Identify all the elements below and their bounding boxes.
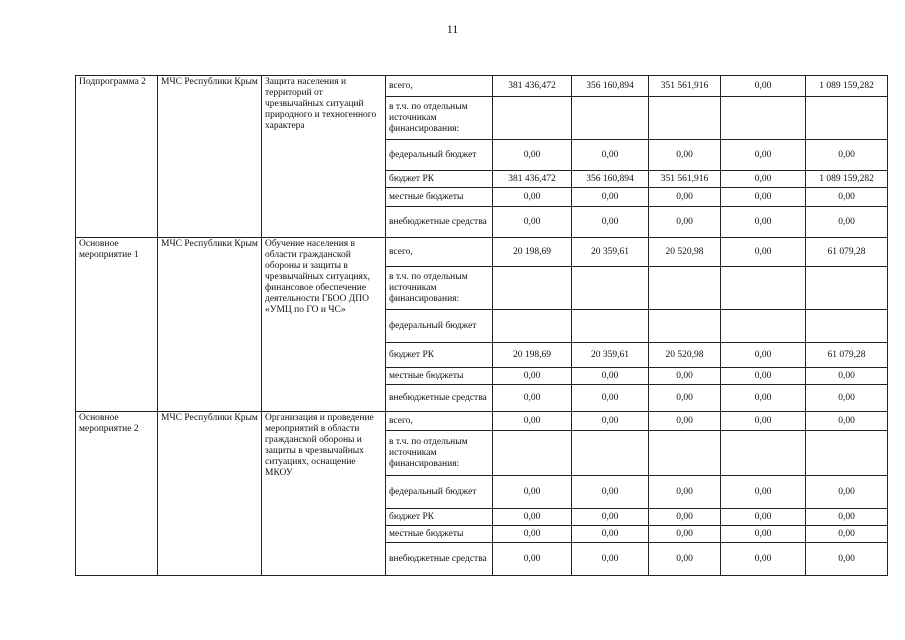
year-value-cell: 0,00 (572, 543, 649, 576)
funding-source-label: в т.ч. по отдельным источникам финансирования: (386, 267, 493, 310)
program-name: Основное мероприятие 2 (76, 412, 158, 576)
funding-source-label: бюджет РК (386, 171, 493, 188)
year-value-cell (572, 97, 649, 140)
year-value-cell (649, 267, 721, 310)
total-value-cell (806, 267, 888, 310)
funding-source-label: внебюджетные средства (386, 385, 493, 412)
year-value-cell: 381 436,472 (493, 76, 572, 97)
funding-source-label: местные бюджеты (386, 188, 493, 207)
year-value-cell: 0,00 (493, 188, 572, 207)
year-value-cell: 20 520,98 (649, 238, 721, 267)
year-value-cell: 0,00 (649, 526, 721, 543)
year-value-cell: 0,00 (493, 140, 572, 171)
year-value-cell: 381 436,472 (493, 171, 572, 188)
year-value-cell: 0,00 (649, 385, 721, 412)
year-value-cell: 351 561,916 (649, 76, 721, 97)
year-value-cell (493, 97, 572, 140)
year-value-cell: 0,00 (649, 412, 721, 431)
program-description: Организация и проведение мероприятий в области гражданской обороны и защиты в чрезвычайных ситуациях, оснащение МКОУ (262, 412, 386, 576)
funding-source-label: местные бюджеты (386, 368, 493, 385)
year-value-cell: 0,00 (493, 526, 572, 543)
year-value-cell (649, 431, 721, 476)
year-value-cell: 20 359,61 (572, 343, 649, 368)
funding-source-label: всего, (386, 412, 493, 431)
funding-source-label: всего, (386, 76, 493, 97)
total-value-cell: 0,00 (806, 509, 888, 526)
year-value-cell: 0,00 (721, 385, 806, 412)
total-value-cell: 1 089 159,282 (806, 171, 888, 188)
year-value-cell: 356 160,894 (572, 76, 649, 97)
total-value-cell: 0,00 (806, 526, 888, 543)
total-value-cell (806, 97, 888, 140)
year-value-cell: 0,00 (572, 188, 649, 207)
year-value-cell: 0,00 (649, 140, 721, 171)
year-value-cell (572, 310, 649, 343)
total-value-cell (806, 310, 888, 343)
year-value-cell: 0,00 (572, 368, 649, 385)
year-value-cell: 0,00 (721, 476, 806, 509)
year-value-cell: 0,00 (649, 188, 721, 207)
year-value-cell: 356 160,894 (572, 171, 649, 188)
year-value-cell (649, 97, 721, 140)
funding-source-label: бюджет РК (386, 343, 493, 368)
funding-source-label: федеральный бюджет (386, 140, 493, 171)
year-value-cell (721, 431, 806, 476)
total-value-cell: 0,00 (806, 476, 888, 509)
total-value-cell: 0,00 (806, 385, 888, 412)
year-value-cell (493, 310, 572, 343)
total-value-cell: 0,00 (806, 412, 888, 431)
total-value-cell: 0,00 (806, 368, 888, 385)
year-value-cell: 0,00 (493, 543, 572, 576)
year-value-cell: 0,00 (649, 476, 721, 509)
year-value-cell: 351 561,916 (649, 171, 721, 188)
year-value-cell: 0,00 (649, 207, 721, 238)
year-value-cell: 0,00 (649, 368, 721, 385)
funding-source-label: федеральный бюджет (386, 476, 493, 509)
year-value-cell: 0,00 (721, 343, 806, 368)
table-body (76, 76, 888, 576)
funding-source-label: внебюджетные средства (386, 543, 493, 576)
total-value-cell: 0,00 (806, 140, 888, 171)
year-value-cell: 0,00 (721, 238, 806, 267)
funding-source-label: бюджет РК (386, 509, 493, 526)
year-value-cell (572, 267, 649, 310)
year-value-cell (721, 97, 806, 140)
year-value-cell: 0,00 (649, 509, 721, 526)
year-value-cell: 0,00 (649, 543, 721, 576)
total-value-cell (806, 431, 888, 476)
table-row (76, 76, 888, 97)
year-value-cell: 0,00 (721, 140, 806, 171)
total-value-cell: 61 079,28 (806, 343, 888, 368)
year-value-cell: 0,00 (721, 509, 806, 526)
year-value-cell: 0,00 (721, 188, 806, 207)
total-value-cell: 0,00 (806, 188, 888, 207)
total-value-cell: 1 089 159,282 (806, 76, 888, 97)
program-name: Подпрограмма 2 (76, 76, 158, 238)
year-value-cell: 0,00 (721, 76, 806, 97)
year-value-cell: 0,00 (572, 476, 649, 509)
year-value-cell: 0,00 (721, 368, 806, 385)
year-value-cell: 0,00 (572, 526, 649, 543)
program-description: Обучение населения в области гражданской обороны и защиты в чрезвычайных ситуациях, финансовое обеспечение деятельности ГБОО ДПО «УМЦ по ГО и ЧС» (262, 238, 386, 412)
year-value-cell: 0,00 (572, 207, 649, 238)
year-value-cell: 0,00 (493, 412, 572, 431)
year-value-cell (493, 431, 572, 476)
year-value-cell: 0,00 (721, 412, 806, 431)
year-value-cell: 0,00 (572, 509, 649, 526)
funding-source-label: федеральный бюджет (386, 310, 493, 343)
program-name: Основное мероприятие 1 (76, 238, 158, 412)
executor-name: МЧС Республики Крым (158, 238, 262, 412)
year-value-cell: 0,00 (572, 385, 649, 412)
year-value-cell: 0,00 (721, 207, 806, 238)
year-value-cell: 20 198,69 (493, 238, 572, 267)
year-value-cell: 0,00 (721, 526, 806, 543)
executor-name: МЧС Республики Крым (158, 412, 262, 576)
year-value-cell: 0,00 (493, 368, 572, 385)
year-value-cell: 0,00 (493, 476, 572, 509)
program-description: Защита населения и территорий от чрезвычайных ситуаций природного и техногенного характера (262, 76, 386, 238)
year-value-cell: 0,00 (572, 140, 649, 171)
year-value-cell: 20 520,98 (649, 343, 721, 368)
funding-source-label: в т.ч. по отдельным источникам финансирования: (386, 431, 493, 476)
executor-name: МЧС Республики Крым (158, 76, 262, 238)
funding-source-label: местные бюджеты (386, 526, 493, 543)
funding-source-label: внебюджетные средства (386, 207, 493, 238)
table-row (76, 412, 888, 431)
year-value-cell (572, 431, 649, 476)
funding-source-label: в т.ч. по отдельным источникам финансирования: (386, 97, 493, 140)
total-value-cell: 0,00 (806, 543, 888, 576)
year-value-cell: 0,00 (721, 543, 806, 576)
year-value-cell (721, 267, 806, 310)
year-value-cell: 0,00 (493, 385, 572, 412)
year-value-cell (721, 310, 806, 343)
table-row (76, 238, 888, 267)
year-value-cell (493, 267, 572, 310)
total-value-cell: 61 079,28 (806, 238, 888, 267)
year-value-cell: 20 198,69 (493, 343, 572, 368)
page-number: 11 (446, 22, 459, 36)
year-value-cell (649, 310, 721, 343)
year-value-cell: 0,00 (721, 171, 806, 188)
year-value-cell: 0,00 (493, 509, 572, 526)
total-value-cell: 0,00 (806, 207, 888, 238)
funding-source-label: всего, (386, 238, 493, 267)
year-value-cell: 0,00 (572, 412, 649, 431)
year-value-cell: 20 359,61 (572, 238, 649, 267)
funding-table (75, 75, 888, 576)
year-value-cell: 0,00 (493, 207, 572, 238)
